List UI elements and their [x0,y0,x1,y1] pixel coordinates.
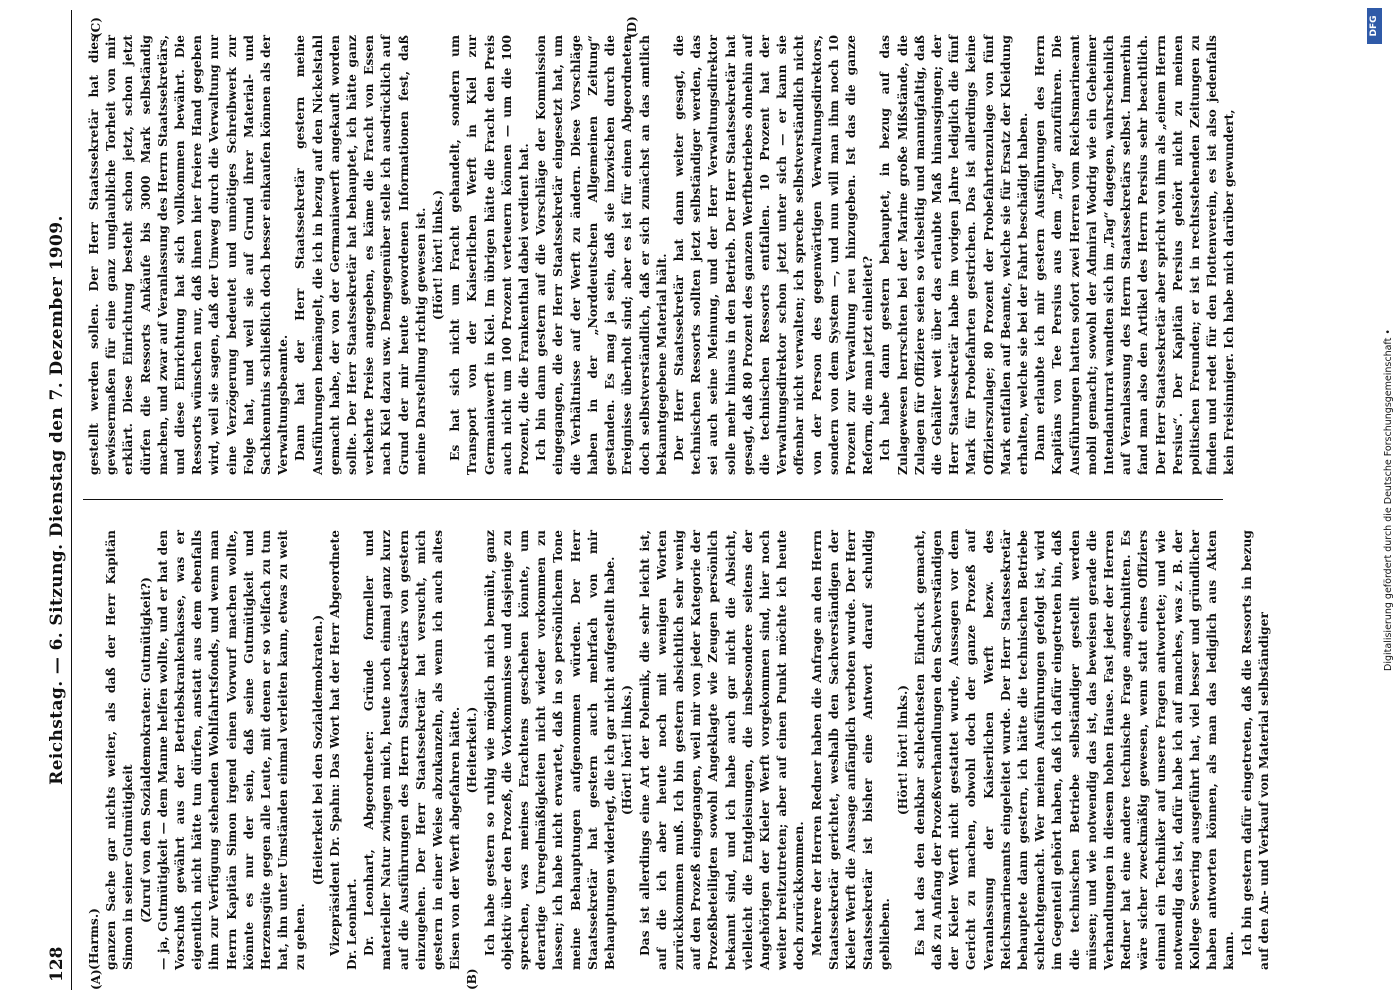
paragraph: Vizepräsident Dr. Spahn: Das Wort hat der Herr Abgeordnete Dr. Leonhart. [326,530,360,970]
paragraph: Ich bin dann gestern auf die Vorschläge der Kommission eingegangen, die der Herr Staatssekretär eingesetzt hat, um die Verhältnisse auf der Werft zu ändern. Diese Vorschläge haben in der „Norddeutschen Allgemeinen Zeitung“ gestanden. Es mag ja sein, daß sie inzwischen durch die Ereignisse überholt sind; aber es ist für einen Abgeordneten doch selbstverständlich, daß er sich zunächst an das amtlich bekanntgegebene Material hält. [533,35,669,475]
margin-marker-b: (B) [465,968,479,990]
interjection: (Hört! hört! links.) [619,684,635,816]
interjection: (Zuruf von den Sozialdemokraten: Gutmütigkeit?) [137,577,153,923]
page-header [45,10,72,990]
paragraph: Das ist allerdings eine Art der Polemik, die sehr leicht ist, auf die ich aber heute noch mit wenigen Worten zurückkommen muß. Ich bin gestern absichtlich sehr wenig auf den Prozeß eingegangen, weil mir von jeder Kategorie der Prozeßbeteiligten sowohl Angeklagte wie Zeugen persönlich bekannt sind, und ich habe auch gar nicht die Absicht, vielleicht die Entgleisungen, die insbesondere seitens der Angehörigen der Kieler Werft vorgekommen sind, hier noch weiter breitzutreten; aber auf einen Punkt möchte ich heute doch zurückkommen. [636,530,807,970]
page-number: 128 [47,946,67,982]
paragraph: Ich habe gestern so ruhig wie möglich mich bemüht, ganz objektiv über den Prozeß, die Vorkommnisse und dasjenige zu sprechen, was meines Erachtens geschehen könnte, um derartige Unregelmäßigkeiten nicht wieder vorkommen zu lassen; ich habe nicht erwartet, daß in so persönlichem Tone meine Behauptungen aufgenommen würden. Der Herr Staatssekretär hat gestern auch mehrfach von mir Behauptungen widerlegt, die ich gar nicht aufgestellt habe. [481,530,618,970]
dfg-logo [1367,8,1382,44]
paragraph: gestellt werden sollen. Der Herr Staatssekretär hat dies gewissermaßen für eine ganz unglaubliche Torheit von mir erklärt. Diese Einrichtung besteht schon jetzt, schon jetzt dürfen die Ressorts Ankäufe bis 3000 Mark selbständig machen, und zwar auf Veranlassung des Herrn Staatssekretärs, und diese Einrichtung hat sich vollkommen bewährt. Die Ressorts wünschen nur, daß ihnen hier freiere Hand gegeben wird, weil sie sagen, daß der Umweg durch die Verwaltung nur eine Verzögerung bedeutet und unnötiges Schreibwerk zur Folge hat, und weil sie auf Grund ihrer Material- und Sachkenntnis schließlich doch besser einkaufen können als der Verwaltungsbeamte. [86,35,291,475]
paragraph: Dann erlaubte ich mir gestern Ausführungen des Herrn Kapitäns von Tee Persius aus dem „Tag“ anzuführen. Die Ausführungen hatten sofort zwei Herren vom Reichsmarineamt mobil gemacht; sowohl der Admiral Wodrig wie ein Geheimer Intendanturrat wandten sich im „Tag“ dagegen, wahrscheinlich auf Veranlassung des Herrn Staatssekretärs selbst. Immerhin fand man also den Artikel des Herrn Persius sehr beachtlich. Der Herr Staatssekretär aber spricht von ihm als „einem Herrn Persius“. Der Kapitän Persius gehört nicht zu meinen politischen Freunden; er ist in rechtsstehenden Zeitungen zu finden und redet für den Flottenverein, es ist also jedenfalls kein Freisinniger. Ich habe mich darüber gewundert, [1032,35,1237,475]
paragraph: Dr. Leonhart, Abgeordneter: Gründe formeller und materieller Natur zwingen mich, heute noch einmal ganz kurz auf die Ausführungen des Herrn Staatssekretärs von gestern einzugehen. Der Herr Staatssekretär hat versucht, mich gestern in einer Weise abzukanzeln, als wenn ich auch altes Eisen von der Werft abgefahren hätte. [361,530,463,970]
paragraph: Der Herr Staatssekretär hat dann weiter gesagt, die technischen Ressorts sollten jetzt selbständiger werden, das sei auch seine Meinung, und der Herr Verwaltungsdirektor solle mehr hinaus in den Betrieb. Der Herr Staatssekretär hat gesagt, daß 80 Prozent des ganzen Werftbetriebes ohnehin auf die technischen Ressorts entfallen. 10 Prozent hat der Verwaltungsdirektor schon jetzt unter sich — er kann sie offenbar nicht verwalten; ich spreche selbstverständlich nicht von der Person des gegenwärtigen Verwaltungsdirektors, sondern von dem System —, und nun will man ihm noch 10 Prozent zur Verwaltung neu hinzugeben. Ist das die ganze Reform, die man jetzt einleitet? [670,35,876,475]
interjection: (Heiterkeit.) [464,706,480,794]
margin-marker-d: (D) [625,16,639,38]
paragraph: Es hat das den denkbar schlechtesten Eindruck gemacht, daß zu Anfang der Prozeßverhandlungen den Sachverständigen der Kieler Werft nicht gestattet wurde, Aussagen vor dem Gericht zu machen, obwohl doch der ganze Prozeß auf Veranlassung der Kaiserlichen Werft bezw. des Reichsmarineamts eingeleitet wurde. Der Herr Staatssekretär behauptete dann gestern, ich hätte die technischen Betriebe schlechtgemacht. Wer meinen Ausführungen gefolgt ist, wird im Gegenteil gehört haben, daß ich dafür eingetreten bin, daß die technischen Betriebe selbständiger gestellt werden müssen; und wie notwendig das ist, das beweisen gerade die Verhandlungen in diesem hohen Hause. Fast jeder der Herren Redner hat eine andere technische Frage angeschnitten. Es wäre sicher zweckmäßig gewesen, wenn statt eines Offiziers einmal ein Techniker auf unsere Fragen antwortete; und wie notwendig das ist, dafür habe ich auf manches, was z. B. der Kollege Severing ausgeführt hat, viel besser und gründlicher haben antworten können, als man das lediglich aus Akten kann. [911,530,1237,970]
paragraph: Mehrere der Herren Redner haben die Anfrage an den Herrn Staatssekretär gerichtet, weshalb den Sachverständigen der Kieler Werft die Aussage anfänglich verboten wurde. Der Herr Staatssekretär ist bisher eine Antwort darauf schuldig geblieben. [808,530,893,970]
margin-marker-a: (A) [89,969,103,990]
paragraph: Ich habe dann gestern behauptet, in bezug auf das Zulagewesen herrschten bei der Marine große Mißstände, die Zulagen für Offiziere seien so vielseitig und mannigfaltig, daß die Gehälter weit über das erlaubte Maß hinausgingen; der Herr Staatssekretär habe im vorigen Jahre lediglich die fünf Mark für Probefahrten gestrichen. Das ist allerdings keine Offizierszulage; 80 Prozent der Probefahrtenzulage von fünf Mark entfallen auf Beamte, welche sie für Ersatz der Kleidung erhalten, welche sie bei der Fahrt beschädigt haben. [877,35,1030,475]
dfg-logo-text: DFG [1369,15,1379,37]
column-divider [83,499,1223,500]
paragraph: Dann hat der Herr Staatssekretär gestern meine Ausführungen bemängelt, die ich in bezug auf den Nickelstahl gemacht habe, der von der Germaniawerft angekauft worden sollte. Der Herr Staatssekretär hat behauptet, ich hätte ganz verkehrte Preise angegeben, es käme die Fracht von Essen nach Kiel dazu usw. Demgegenüber stelle ich ausdrücklich auf Grund der mir heute gewordenen Informationen fest, daß meine Darstellung richtig gewesen ist. [292,35,428,475]
interjection: (Hört! hört! links.) [430,189,446,321]
paragraph: ganzen Sache gar nichts weiter, als daß der Herr Kapitän Simon in seiner Gutmütigkeit [103,530,136,970]
page-title: Reichstag. — 6. Sitzung. Dienstag den 7. Dezember 1909. [47,215,67,785]
digitization-credit: Digitalisierung gefördert durch die Deutsche Forschungsgemeinschaft • [1383,329,1394,671]
paragraph: Es hat sich nicht um Fracht gehandelt, sondern um Transport von der Kaiserlichen Werft in Kiel zur Germaniawerft in Kiel. Im übrigen hätte die Fracht den Preis auch nicht um 100 Prozent verteuern können — um die 100 Prozent, die die Frankenthal dabei verdient hat. [447,35,532,475]
interjection: (Hört! hört! links.) [894,684,910,816]
paragraph: — ja, Gutmütigkeit — dem Manne helfen wollte, und er hat den Vorschuß gewährt aus der Betriebskrankenkasse, was er eigentlich nicht hätte tun dürfen, anstatt aus dem ebenfalls ihm zur Verfügung stehenden Wohlfahrtsfonds, und wenn man Herrn Kapitän Simon irgend einen Vorwurf machen wollte, könnte es nur der sein, daß seine Gutmütigkeit und Herzensgüte gegen alle Leute, mit denen er so vielfach zu tun hat, ihn unter Umständen einmal verleiten kann, etwas zu weit zu gehen. [154,530,308,970]
right-column [85,35,1238,475]
rotated-page [45,10,1345,990]
left-column [85,530,1272,970]
speaker-note: (Harms.) [86,908,101,970]
margin-marker-c: (C) [89,17,103,38]
interjection: (Heiterkeit bei den Sozialdemokraten.) [309,614,325,886]
paragraph: Ich bin gestern dafür eingetreten, daß die Ressorts in bezug auf den An- und Verkauf von Material selbständiger [1238,530,1271,970]
